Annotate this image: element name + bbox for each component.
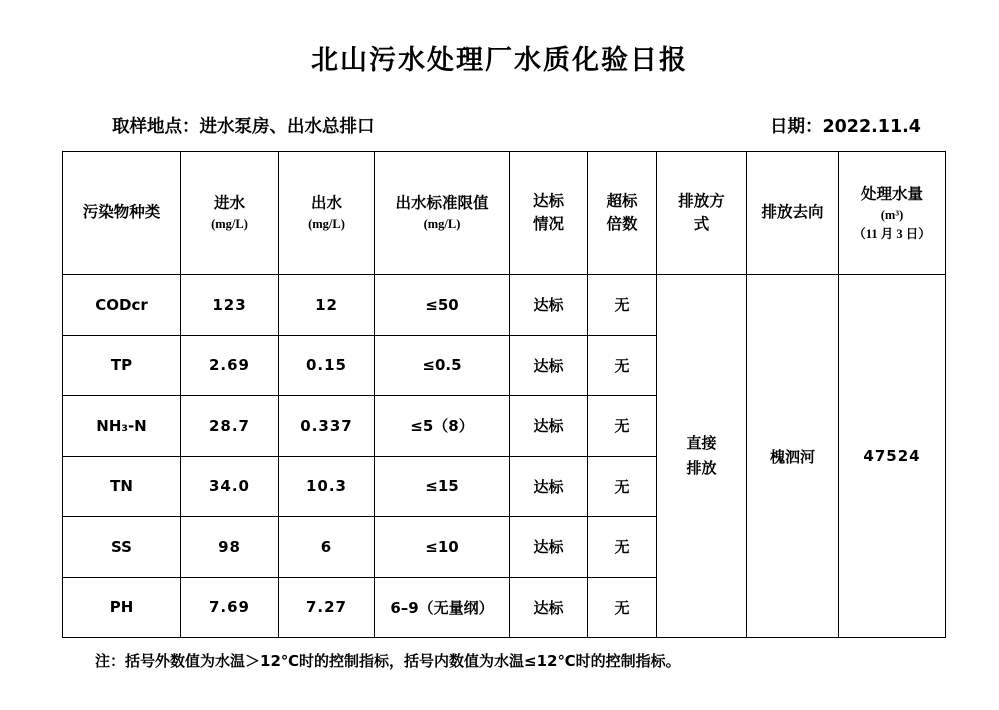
row-effluent-value: 0.15 <box>279 335 375 396</box>
row-compliance-status: 达标 <box>510 517 588 578</box>
header-discharge-method-label-1: 排放方 <box>678 191 725 210</box>
header-discharge-destination <box>747 152 839 275</box>
page-title: 北山污水处理厂水质化验日报 <box>311 45 688 76</box>
row-standard-limit: ≤5（8） <box>375 396 510 457</box>
header-standard-unit: (mg/L) <box>423 217 461 232</box>
header-treated-volume-date: （11 月 3 日） <box>853 226 931 241</box>
header-influent-label: 进水 <box>213 194 245 212</box>
row-effluent-value: 10.3 <box>279 456 375 517</box>
header-pollutant-label: 污染物种类 <box>82 203 161 222</box>
header-exceed-label-2: 倍数 <box>606 215 638 233</box>
row-compliance-status: 达标 <box>510 335 588 396</box>
header-pollutant <box>63 152 181 275</box>
row-standard-limit: ≤0.5 <box>375 335 510 396</box>
row-exceed-multiple: 无 <box>588 275 657 336</box>
header-influent <box>181 152 279 275</box>
row-pollutant-name: SS <box>63 517 181 578</box>
row-influent-value: 98 <box>181 517 279 578</box>
row-influent-value: 123 <box>181 275 279 336</box>
row-compliance-status: 达标 <box>510 456 588 517</box>
row-pollutant-name: TN <box>63 456 181 517</box>
discharge-method-line-1: 直接 <box>686 433 717 452</box>
row-compliance-status: 达标 <box>510 275 588 336</box>
row-exceed-multiple: 无 <box>588 577 657 638</box>
row-influent-value: 28.7 <box>181 396 279 457</box>
row-standard-limit: ≤10 <box>375 517 510 578</box>
row-exceed-multiple: 无 <box>588 517 657 578</box>
table-header-row <box>63 152 946 275</box>
header-effluent <box>279 152 375 275</box>
row-compliance-status: 达标 <box>510 396 588 457</box>
row-compliance-status: 达标 <box>510 577 588 638</box>
meta-row <box>112 113 943 138</box>
row-exceed-multiple: 无 <box>588 396 657 457</box>
header-influent-unit: (mg/L) <box>211 217 248 232</box>
row-effluent-value: 7.27 <box>279 577 375 638</box>
row-effluent-value: 0.337 <box>279 396 375 457</box>
row-effluent-value: 12 <box>279 275 375 336</box>
row-influent-value: 2.69 <box>181 335 279 396</box>
header-effluent-label: 出水 <box>310 194 342 212</box>
row-influent-value: 34.0 <box>181 456 279 517</box>
row-pollutant-name: CODcr <box>63 275 181 336</box>
row-pollutant-name: NH₃-N <box>63 396 181 457</box>
row-pollutant-name: TP <box>63 335 181 396</box>
header-standard-label: 出水标准限值 <box>395 194 489 212</box>
row-exceed-multiple: 无 <box>588 335 657 396</box>
row-exceed-multiple: 无 <box>588 456 657 517</box>
row-influent-value: 7.69 <box>181 577 279 638</box>
header-compliance-label-1: 达标 <box>532 191 564 210</box>
header-compliance <box>510 152 588 275</box>
footnote: 注：括号外数值为水温＞12℃时的控制指标，括号内数值为水温≤12℃时的控制指标。 <box>95 652 681 670</box>
header-treated-volume <box>839 152 946 275</box>
discharge-method-cell <box>657 275 747 638</box>
row-standard-limit: ≤50 <box>375 275 510 336</box>
header-discharge-destination-label: 排放去向 <box>761 203 824 222</box>
header-discharge-method-label-2: 式 <box>693 215 710 233</box>
report-page <box>0 38 999 710</box>
header-treated-volume-unit: (m³) <box>880 207 904 222</box>
row-standard-limit: 6–9（无量纲） <box>375 577 510 638</box>
table-row <box>63 275 946 336</box>
water-quality-table <box>62 151 946 638</box>
report-date: 日期：2022.11.4 <box>769 117 921 137</box>
header-effluent-unit: (mg/L) <box>308 217 345 232</box>
row-effluent-value: 6 <box>279 517 375 578</box>
header-standard <box>375 152 510 275</box>
header-exceed <box>588 152 657 275</box>
header-discharge-method <box>657 152 747 275</box>
discharge-destination-cell: 槐泗河 <box>747 275 839 638</box>
discharge-method-line-2: 排放 <box>686 459 717 477</box>
treated-volume-cell: 47524 <box>839 275 946 638</box>
header-compliance-label-2: 情况 <box>532 215 564 233</box>
sample-location: 取样地点：进水泵房、出水总排口 <box>112 117 375 137</box>
row-standard-limit: ≤15 <box>375 456 510 517</box>
header-exceed-label-1: 超标 <box>606 191 638 210</box>
row-pollutant-name: PH <box>63 577 181 638</box>
header-treated-volume-label: 处理水量 <box>860 184 923 203</box>
